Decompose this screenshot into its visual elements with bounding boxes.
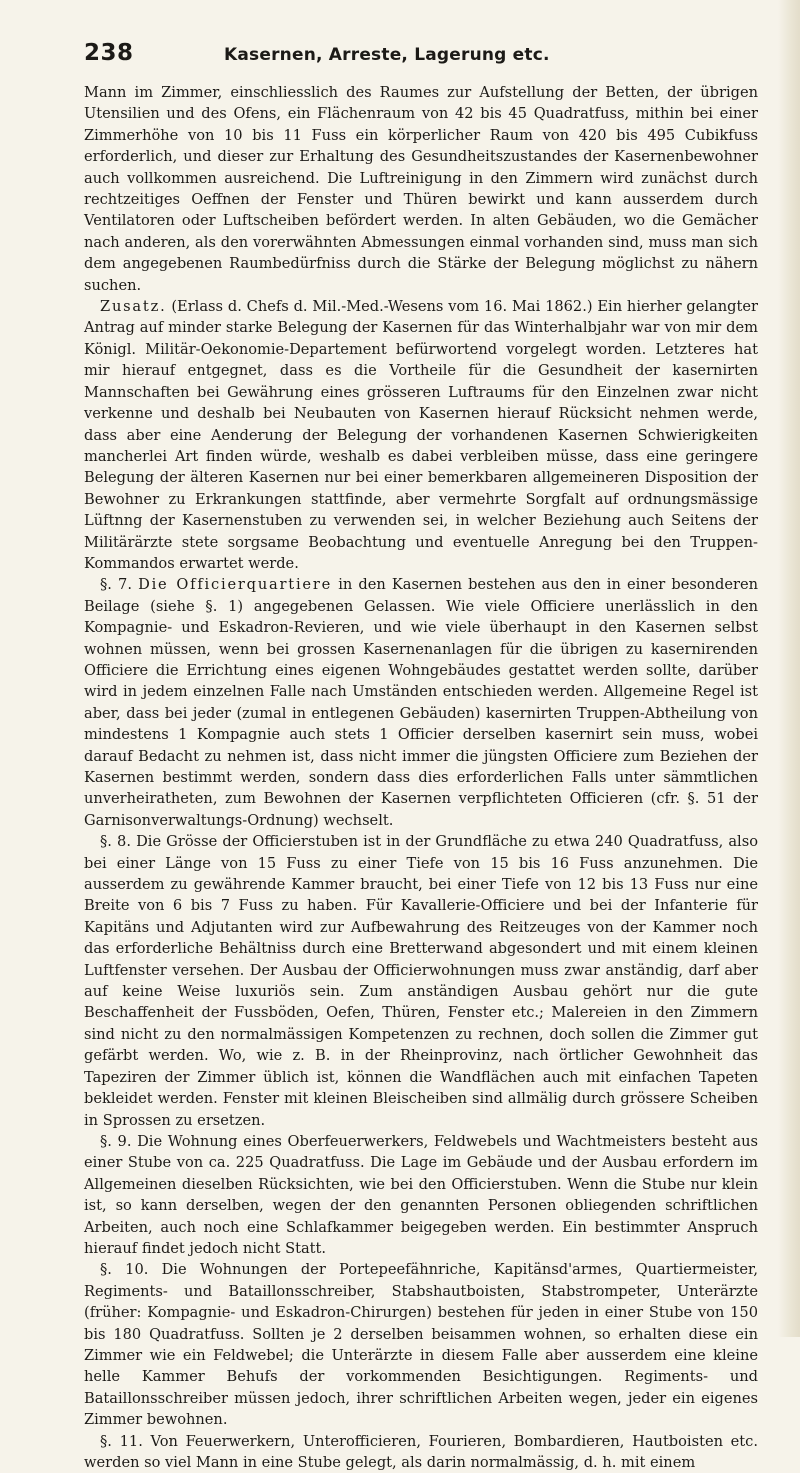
paragraph-section-8 [84,831,758,1131]
page-header [84,40,758,74]
paragraph-text: Die Wohnungen der Portepeefähnriche, Kapitänsd'armes, Quartiermeister, Regiments- und Bataillonsschreiber, Stabshautboisten, Stabstrompeter, Unterärzte (früher: Kompagnie- und Eskadron-Chirurgen) bestehen für jeden in einer Stube von 150 bis 180 Quadratfuss. Sollten je 2 derselben beisammen wohnen, so erhalten diese ein Zimmer wie ein Feldwebel; die Unterärzte in diesem Falle aber ausserdem eine kleine helle Kammer Behufs der vorkommenden Besichtigungen. Regiments- und Bataillonsschreiber müssen jedoch, ihrer schriftlichen Arbeiten wegen, jeder ein eigenes Zimmer bewohnen. [84,1261,758,1429]
paragraph-zusatz [84,296,758,574]
paragraph-room-space [84,82,758,296]
paragraph-lead: Die Officierquartiere [138,576,333,594]
paragraph-text: in den Kasernen bestehen aus den in einer besonderen Beilage (siehe §. 1) angegebenen Gelassen. Wie viele Officiere unerlässlich in den Kompagnie- und Eskadron-Revieren, und wie viele überhaupt in den Kasernen selbst wohnen müssen, wenn bei grossen Kasernenanlagen für die übrigen zu kasernirenden Officiere die Errichtung eines eigenen Wohngebäudes gestattet werden sollte, darüber wird in jedem einzelnen Falle nach Umständen entschieden werden. Allgemeine Regel ist aber, dass bei jeder (zumal in entlegenen Gebäuden) kasernirten Truppen-Abtheilung von mindestens 1 Kompagnie auch stets 1 Officier derselben kasernirt sein muss, wobei darauf Bedacht zu nehmen ist, dass nicht immer die jüngsten Officiere zum Beziehen der Kasernen bestimmt werden, sondern dass dies erforderlichen Falls unter sämmtlichen unverheiratheten, zum Bewohnen der Kasernen verpflichteten Officieren (cfr. §. 51 der Garnisonverwaltungs-Ordnung) wechselt. [84,576,759,829]
body-text [84,82,758,1473]
paragraph-lead: Zusatz. [100,298,167,316]
section-marker: §. 9. [100,1132,132,1150]
section-marker: §. 8. [100,833,131,851]
section-marker: §. 11. [100,1432,143,1450]
paragraph-text: Von Feuerwerkern, Unterofficieren, Fourieren, Bombardieren, Hautboisten etc. werden so viel Mann in eine Stube gelegt, als darin normalmässig, d. h. mit einem [84,1432,758,1471]
paragraph-text: (Erlass d. Chefs d. Mil.-Med.-Wesens vom 16. Mai 1862.) Ein hierher gelangter Antrag auf minder starke Belegung der Kasernen für das Winterhalbjahr war von mir dem Königl. Militär-Oekonomie-Departement befürwortend vorgelegt worden. Letzteres hat mir hierauf entgegnet, dass es die Vortheile für die Gesundheit der kasernirten Mannschaften bei Gewährung eines grösseren Luftraums für den Einzelnen zwar nicht verkenne und deshalb bei Neubauten von Kasernen hierauf Rücksicht nehmen werde, dass aber eine Aenderung der Belegung der vorhandenen Kasernen Schwierigkeiten mancherlei Art finden würde, weshalb es dabei verbleiben müsse, dass eine geringere Belegung der älteren Kasernen nur bei einer bemerkbaren allgemeineren Disposition der Bewohner zu Erkrankungen stattfinde, aber vermehrte Sorgfalt auf ordnungsmässige Lüftnng der Kasernenstuben zu verwenden sei, in welcher Beziehung auch Seitens der Militärärzte stete sorgsame Beobachtung und eventuelle Anregung bei den Truppen-Kommandos erwartet werde. [84,298,758,572]
page-edge-shadow [778,0,800,1337]
paragraph-text: Die Grösse der Officierstuben ist in der Grundfläche zu etwa 240 Quadratfuss, also bei einer Länge von 15 Fuss zu einer Tiefe von 15 bis 16 Fuss anzunehmen. Die ausserdem zu gewährende Kammer braucht, bei einer Tiefe von 12 bis 13 Fuss nur eine Breite von 6 bis 7 Fuss zu haben. Für Kavallerie-Officiere und bei der Infanterie für Kapitäns und Adjutanten wird zur Aufbewahrung des Reitzeuges von der Kammer noch das erforderliche Behältniss durch eine Bretterwand abgesondert und mit einem kleinen Luftfenster versehen. Der Ausbau der Officierwohnungen muss zwar anständig, darf aber auf keine Weise luxuriös sein. Zum anständigen Ausbau gehört nur die gute Beschaffenheit der Fussböden, Oefen, Thüren, Fenster etc.; Malereien in den Zimmern sind nicht zu den normalmässigen Kompetenzen zu rechnen, doch sollen die Zimmer gut gefärbt werden. Wo, wie z. B. in der Rheinprovinz, nach örtlicher Gewohnheit das Tapeziren der Zimmer üblich ist, können die Wandflächen auch mit einfachen Tapeten bekleidet werden. Fenster mit kleinen Bleischeiben sind allmälig durch grössere Scheiben in Sprossen zu ersetzen. [84,833,759,1129]
paragraph-section-10 [84,1259,758,1430]
page-number: 238 [84,40,134,66]
paragraph-text: Die Wohnung eines Oberfeuerwerkers, Feldwebels und Wachtmeisters besteht aus einer Stube von ca. 225 Quadratfuss. Die Lage im Gebäude und der Ausbau erfordern im Allgemeinen dieselben Rücksichten, wie bei den Officierstuben. Wenn die Stube nur klein ist, so kann derselben, wegen der den genannten Personen obliegenden schriftlichen Arbeiten, auch noch eine Schlafkammer beigegeben werden. Ein bestimmter Anspruch hierauf findet jedoch nicht Statt. [84,1132,758,1257]
running-title: Kasernen, Arreste, Lagerung etc. [224,45,550,65]
paragraph-section-7 [84,574,758,831]
paragraph-section-11 [84,1431,758,1473]
paragraph-section-9 [84,1131,758,1259]
section-marker: §. 7. [100,576,132,594]
paragraph-text: Mann im Zimmer, einschliesslich des Raumes zur Aufstellung der Betten, der übrigen Utensilien und des Ofens, ein Flächenraum von 42 bis 45 Quadratfuss, mithin bei einer Zimmerhöhe von 10 bis 11 Fuss ein körperlicher Raum von 420 bis 495 Cubikfuss erforderlich, und dieser zur Erhaltung des Gesundheitszustandes der Kasernenbewohner auch vollkommen ausreichend. Die Luftreinigung in den Zimmern wird zunächst durch rechtzeitiges Oeffnen der Fenster und Thüren bewirkt und kann ausserdem durch Ventilatoren oder Luftscheiben befördert werden. In alten Gebäuden, wo die Gemächer nach anderen, als den vorerwähnten Abmessungen einmal vorhanden sind, muss man sich dem angegebenen Raumbedürfniss durch die Stärke der Belegung möglichst zu nähern suchen. [84,84,758,294]
section-marker: §. 10. [100,1261,149,1279]
